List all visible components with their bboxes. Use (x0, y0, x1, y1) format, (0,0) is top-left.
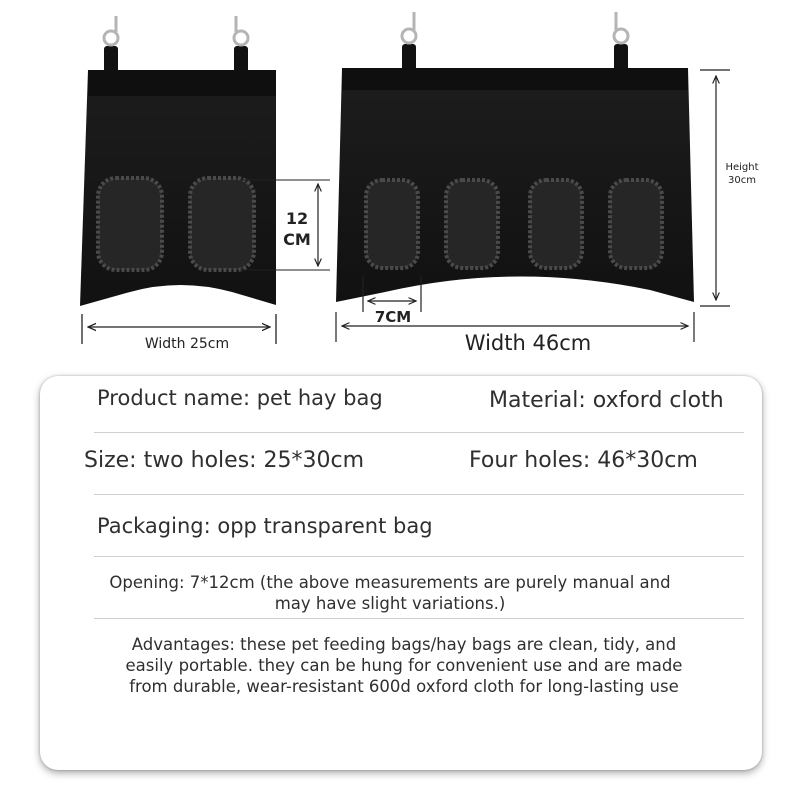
product-name: Product name: pet hay bag (97, 386, 383, 410)
spec-card (40, 376, 762, 770)
opening-height-label-unit: CM (283, 230, 311, 249)
opening-line-1: Opening: 7*12cm (the above measurements are purely manual and (109, 573, 671, 592)
height-label-word: Height (725, 162, 759, 173)
opening-width-label: 7CM (374, 308, 412, 326)
hook-icon (234, 16, 248, 76)
advantages-line-3: from durable, wear-resistant 600d oxford cloth for long-lasting use (129, 677, 679, 696)
four-hole-bag (336, 12, 694, 302)
opening-line-2: may have slight variations.) (274, 594, 506, 613)
material: Material: oxford cloth (489, 388, 724, 413)
hook-icon (614, 12, 628, 74)
divider (94, 556, 744, 557)
divider (94, 494, 744, 495)
advantages-line-1: Advantages: these pet feeding bags/hay bags are clean, tidy, and (131, 635, 677, 654)
size-two-holes: Size: two holes: 25*30cm (84, 448, 365, 473)
height-label-value: 30cm (728, 175, 756, 186)
product-illustration (0, 0, 800, 370)
height-dimension (700, 70, 730, 306)
advantages (84, 634, 724, 697)
divider (94, 618, 744, 619)
size-four-holes: Four holes: 46*30cm (469, 448, 698, 473)
opening-note (70, 572, 710, 614)
divider (94, 432, 744, 433)
opening-height-label-number: 12 (285, 209, 309, 228)
hook-icon (104, 16, 118, 76)
advantages-line-2: easily portable. they can be hung for convenient use and are made (125, 656, 683, 675)
small-width-label: Width 25cm (144, 336, 230, 352)
packaging: Packaging: opp transparent bag (97, 514, 433, 538)
large-width-label: Width 46cm (464, 331, 592, 355)
hook-icon (402, 12, 416, 74)
